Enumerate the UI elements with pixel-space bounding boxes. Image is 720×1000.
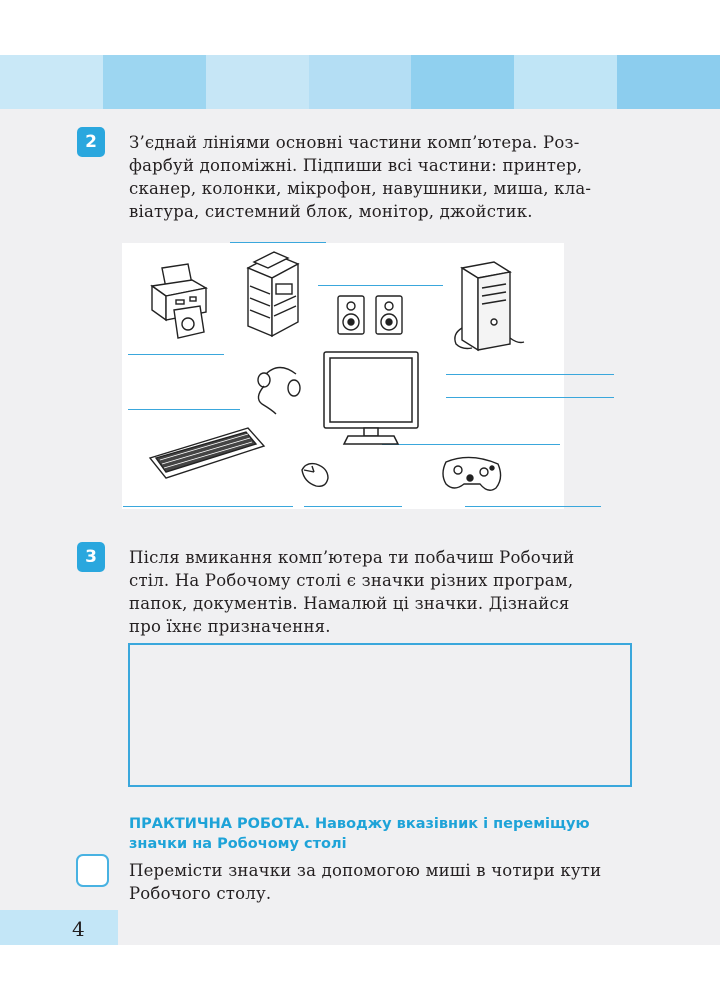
task-3-line: Після вмикання комп’ютера ти побачиш Робочий — [129, 548, 575, 567]
practical-task-line: Робочого столу. — [129, 884, 272, 903]
task-2-line: З’єднай лініями основні частини комп’ютера. Роз- — [129, 133, 580, 152]
answer-line[interactable] — [128, 409, 240, 410]
answer-line[interactable] — [304, 506, 402, 507]
task-2-line: фарбуй допоміжні. Підпиши всі частини: принтер, — [129, 156, 583, 175]
answer-line[interactable] — [446, 374, 614, 375]
practical-task-line: Перемісти значки за допомогою миші в чотири кути — [129, 861, 602, 880]
practical-title-line: ПРАКТИЧНА РОБОТА. Наводжу вказівник і переміщую — [129, 816, 590, 832]
task-2-badge: 2 — [77, 127, 105, 157]
task-2-text — [129, 131, 631, 223]
task-3-line: папок, документів. Намалюй ці значки. Дізнайся — [129, 594, 570, 613]
practical-task-text — [129, 859, 631, 905]
task-3-line: стіл. На Робочому столі є значки різних програм, — [129, 571, 574, 590]
joystick-icon — [440, 450, 504, 496]
answer-line[interactable] — [318, 285, 443, 286]
scanner-icon — [244, 250, 302, 342]
task-2-line: віатура, системний блок, монітор, джойстик. — [129, 202, 533, 221]
practical-title — [129, 814, 609, 854]
task-2-line: сканер, колонки, мікрофон, навушники, миша, кла- — [129, 179, 592, 198]
task-3-badge: 3 — [77, 542, 105, 572]
task-checkbox[interactable] — [76, 854, 109, 887]
answer-line[interactable] — [128, 354, 224, 355]
mouse-icon — [298, 460, 332, 490]
task-3-text — [129, 546, 631, 638]
system-unit-icon — [448, 258, 526, 354]
answer-line[interactable] — [230, 242, 326, 243]
printer-icon — [148, 262, 212, 342]
footer-band — [0, 910, 118, 945]
practical-title-line: значки на Робочому столі — [129, 836, 347, 852]
speakers-icon — [334, 292, 408, 340]
headphones-icon — [248, 358, 304, 416]
task-3-line: про їхнє призначення. — [129, 617, 331, 636]
answer-line[interactable] — [446, 397, 614, 398]
monitor-icon — [322, 350, 420, 448]
page-number: 4 — [72, 917, 85, 941]
drawing-area[interactable] — [128, 643, 632, 787]
answer-line[interactable] — [465, 506, 601, 507]
top-decorative-band — [0, 55, 720, 109]
keyboard-icon — [148, 424, 266, 482]
answer-line[interactable] — [123, 506, 293, 507]
